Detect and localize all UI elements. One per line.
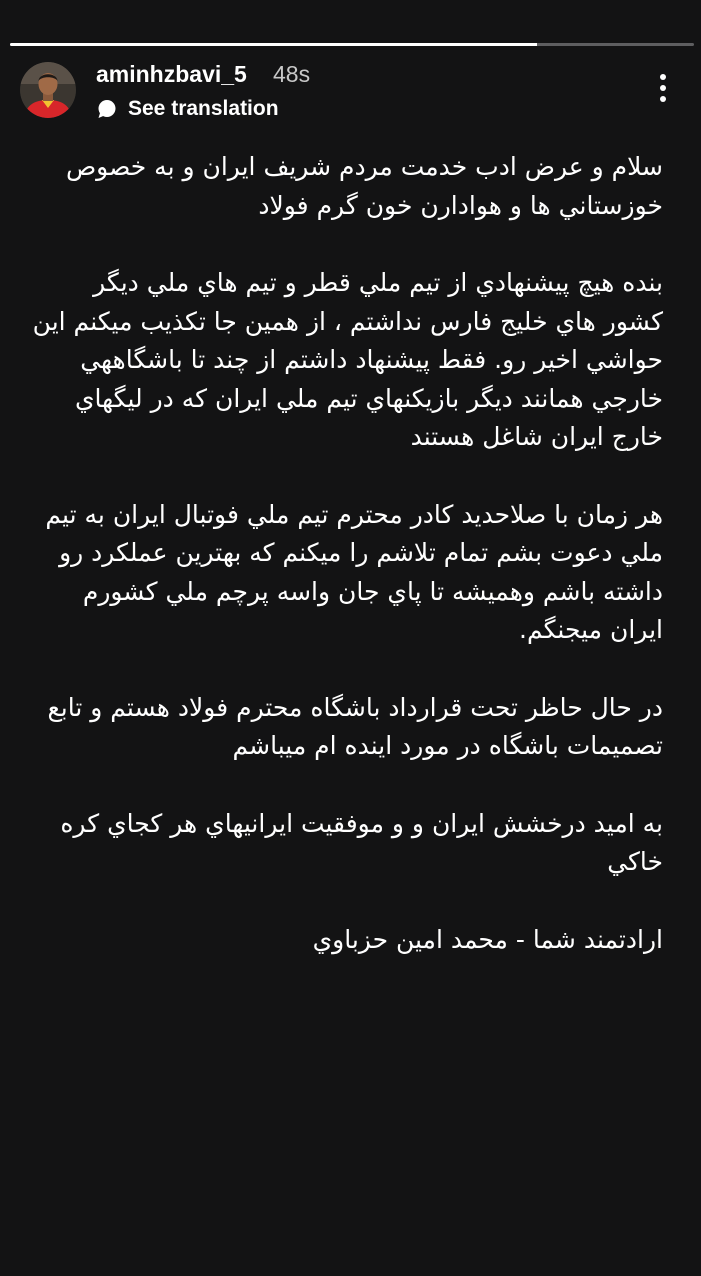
- message-paragraph: [33, 689, 663, 766]
- message-line: هر زمان با صلاحديد كادر محترم تيم ملي فوتبال ايران به تيم: [45, 499, 663, 529]
- avatar[interactable]: [20, 62, 76, 118]
- see-translation-button[interactable]: [96, 94, 279, 124]
- message-line: سلام و عرض ادب خدمت مردم شريف ايران و به خصوص: [65, 152, 663, 181]
- speech-bubble-icon: [96, 98, 118, 120]
- message-line: خاكي: [607, 847, 663, 876]
- message-line: داشته باشم وهميشه تا پاي جان واسه پرچم ملي كشورم: [82, 576, 663, 606]
- see-translation-label: See translation: [128, 97, 279, 120]
- story-progress-fill: [10, 43, 537, 46]
- message-line: به اميد درخشش ايران و و موفقيت ايرانيهاي هر كجاي كره: [60, 808, 663, 838]
- message-line: در حال حاظر تحت قرارداد باشگاه محترم فولاد هستم و تابع: [47, 692, 663, 722]
- message-paragraph: [33, 921, 663, 960]
- message-signature: ارادتمند شما - محمد امين حزباوي: [312, 924, 663, 954]
- message-line: حواشي اخير رو. فقط پيشنهاد داشتم از چند تا باشگاههي: [80, 345, 663, 374]
- message-line: بنده هيچ پيشنهادي از تيم ملي قطر و تيم هاي ملي ديگر: [93, 268, 663, 297]
- message-paragraph: [33, 496, 663, 650]
- message-line: ملي دعوت بشم تمام تلاشم را ميكنم كه بهترين عملكرد رو: [59, 538, 663, 567]
- profile-photo-icon: [20, 62, 76, 118]
- message-line: خوزستاني ها و هوادارن خون گرم فولاد: [258, 190, 663, 220]
- message-line: ايران ميجنگم.: [519, 615, 663, 644]
- message-line: خارج ايران شاغل هستند: [410, 422, 663, 451]
- username[interactable]: aminhzbavi_5: [96, 61, 247, 87]
- vertical-ellipsis-icon: [660, 96, 666, 102]
- message-paragraph: [33, 148, 663, 225]
- vertical-ellipsis-icon: [660, 74, 666, 80]
- post-time: 48s: [273, 61, 311, 87]
- vertical-ellipsis-icon: [660, 85, 666, 91]
- message-paragraph: [33, 264, 663, 457]
- more-options-button[interactable]: [646, 70, 680, 106]
- message-line: كشور هاي خليج فارس نداشتم ، از همين جا تكذيب ميكنم اين: [32, 306, 663, 336]
- message-paragraph: [33, 805, 663, 882]
- message-line: تصميمات باشگاه در مورد اينده ام ميباشم: [232, 731, 663, 760]
- story-message: [33, 148, 663, 998]
- story-progress-bar: [10, 43, 694, 46]
- message-line: خارجي همانند ديگر بازيكنهاي تيم ملي ايران كه در ليگهاي: [74, 383, 663, 413]
